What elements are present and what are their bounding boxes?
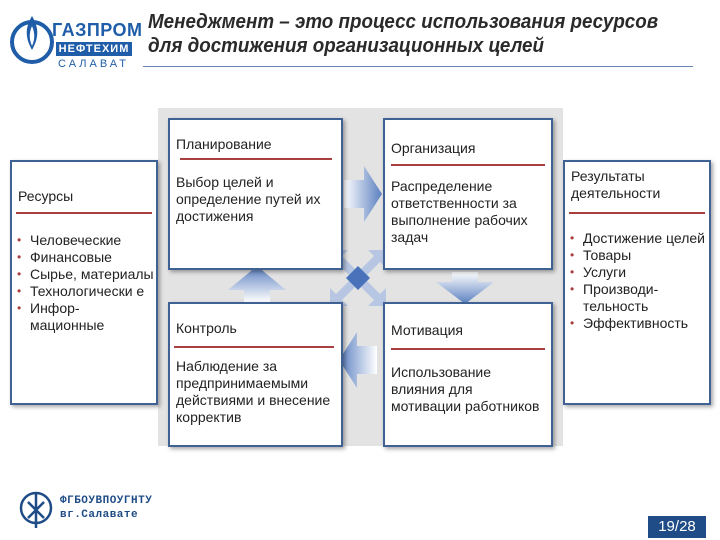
motivation-body: Использование влияния для мотивации работников [391, 364, 540, 414]
organization-box [383, 118, 553, 270]
resources-heading: Ресурсы [18, 188, 74, 204]
planning-heading: Планирование [176, 136, 272, 152]
title-line2: для достижения организационных целей [148, 35, 544, 57]
page-number: 19/28 [648, 516, 706, 538]
results-item: • Производи- тельность [567, 281, 707, 315]
planning-body: Выбор целей и определение путей их достижения [176, 174, 321, 224]
company-logo [10, 6, 143, 76]
logo-line2: НЕФТЕХИМ [56, 42, 132, 56]
motivation-box [383, 302, 553, 447]
arrow-left-icon [339, 332, 377, 388]
results-list [567, 230, 707, 332]
logo-line1: ГАЗПРОМ [52, 20, 143, 40]
organization-body: Распределение ответственности за выполнение рабочих задач [391, 178, 528, 245]
title-divider [143, 66, 693, 67]
control-box [168, 302, 343, 447]
results-item: • Услуги [567, 264, 707, 281]
footer-org-line1: ФГБОУВПОУГНТУ [60, 495, 153, 507]
resources-item: • Сырье, материалы [14, 266, 154, 283]
results-heading: Результаты деятельности [571, 168, 661, 201]
resources-list [14, 232, 154, 334]
planning-box [168, 118, 343, 270]
footer-organization [60, 494, 152, 522]
control-heading: Контроль [176, 320, 237, 336]
results-item: • Эффективность [567, 315, 707, 332]
resources-item: • Финансовые [14, 249, 154, 266]
results-item: • Достижение целей [567, 230, 707, 247]
university-logo-icon [18, 488, 54, 532]
resources-item: • Технологически е [14, 283, 154, 300]
footer-org-line2: вг.Салавате [60, 509, 139, 521]
organization-rule [391, 164, 545, 166]
resources-item: • Инфор- мационные [14, 300, 154, 334]
logo-line3: САЛАВАТ [58, 58, 130, 70]
page-title [148, 10, 674, 58]
motivation-rule [391, 348, 545, 350]
planning-rule [180, 158, 332, 160]
control-rule [174, 346, 334, 348]
organization-heading: Организация [391, 140, 476, 156]
arrow-right-icon [344, 166, 382, 222]
arrow-up-icon [228, 266, 286, 302]
resources-rule [16, 212, 152, 214]
results-box [563, 160, 711, 405]
motivation-heading: Мотивация [391, 322, 464, 338]
title-line1: Менеджмент – это процесс использования ресурсов [148, 11, 659, 33]
results-item: • Товары [567, 247, 707, 264]
resources-box [10, 160, 158, 405]
resources-item: • Человеческие [14, 232, 154, 249]
results-rule [569, 212, 705, 214]
arrow-down-icon [436, 272, 494, 304]
control-body: Наблюдение за предпринимаемыми действиями и внесение корректив [176, 358, 331, 425]
